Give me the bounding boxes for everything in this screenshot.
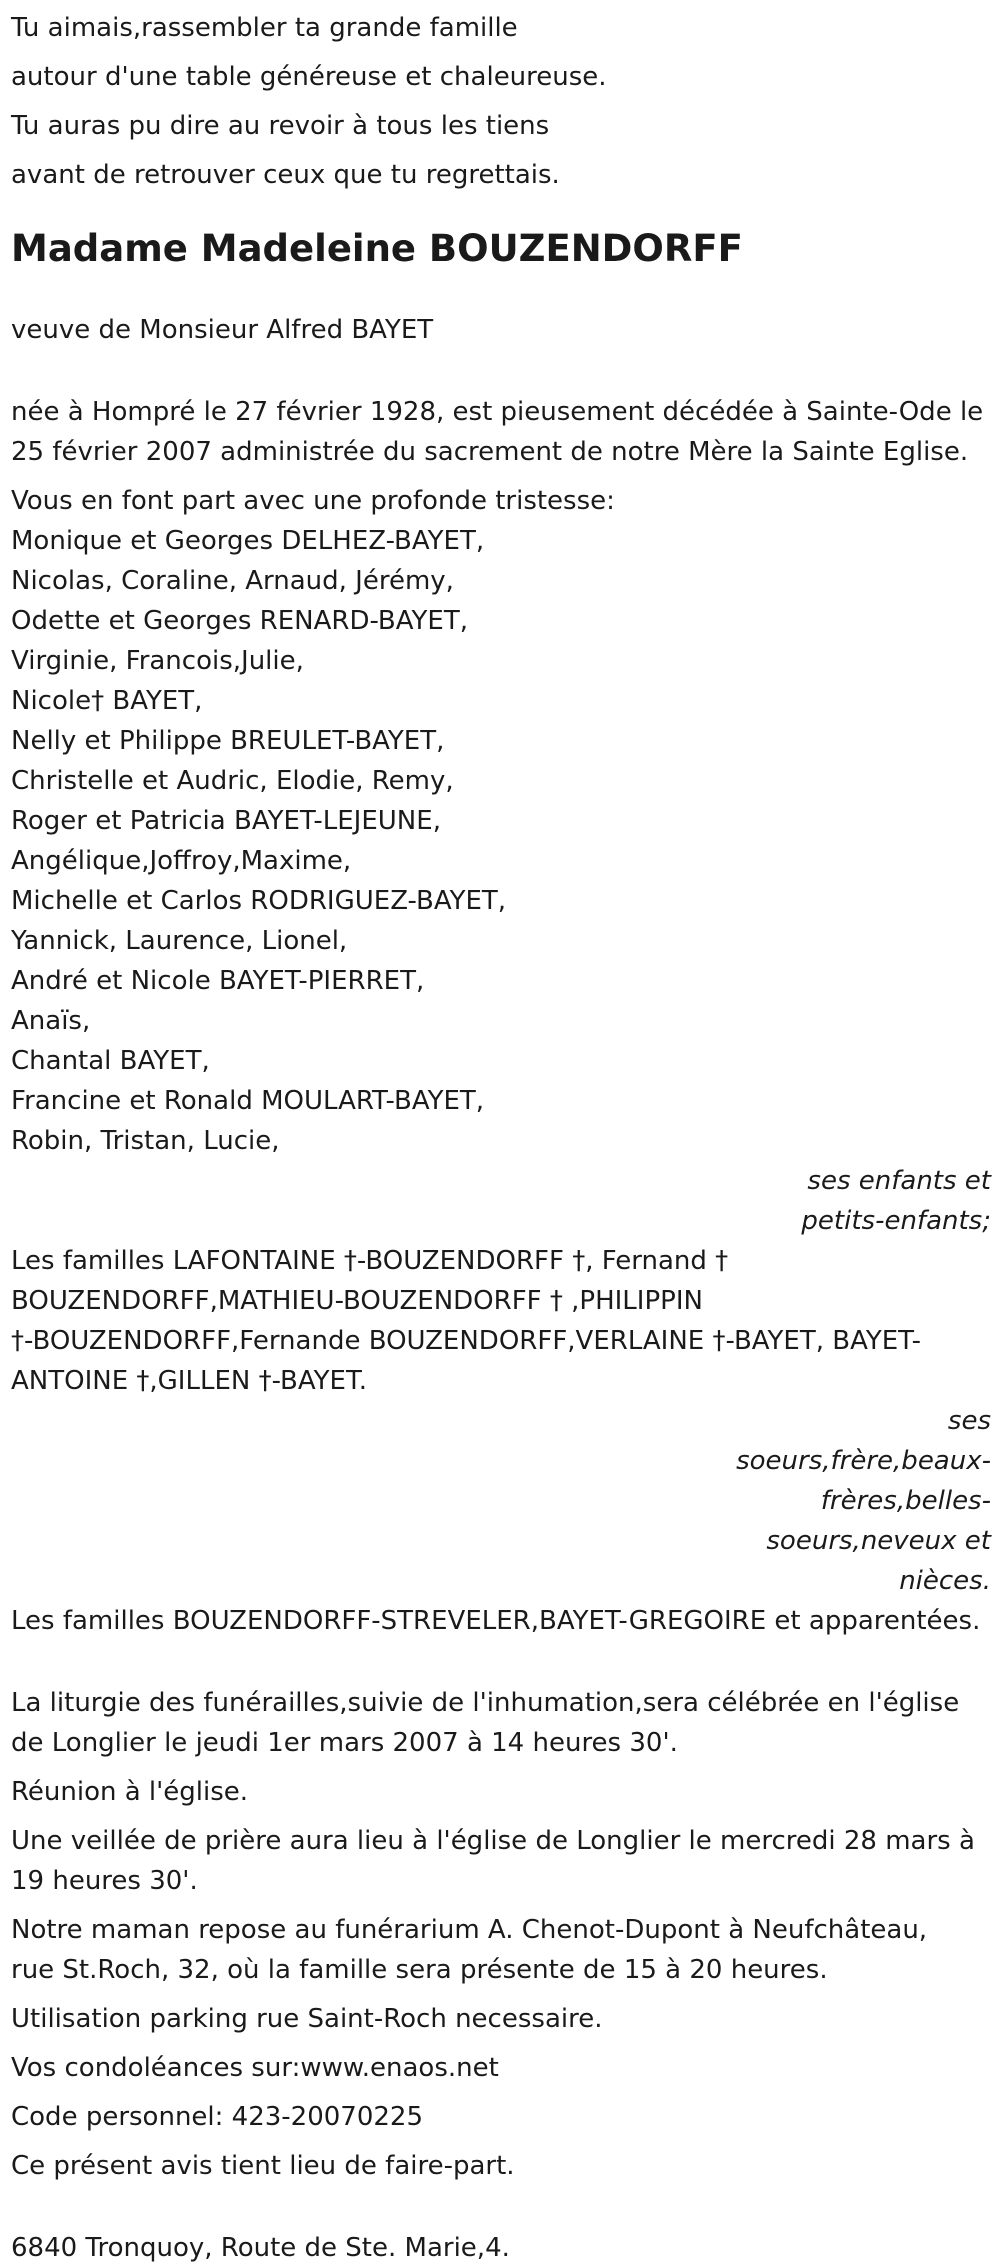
family-announcement bbox=[11, 481, 991, 1161]
announcement-intro: Vous en font part avec une profonde tristesse: bbox=[11, 486, 615, 516]
text-line: Les familles LAFONTAINE †-BOUZENDORFF †, Fernand † bbox=[11, 1246, 729, 1276]
verse-line: Tu auras pu dire au revoir à tous les tiens bbox=[11, 111, 550, 141]
meeting-note: Réunion à l'église. bbox=[11, 1777, 249, 1807]
family-member-line: Virginie, Francois,Julie, bbox=[11, 646, 304, 676]
text-line: †-BOUZENDORFF,Fernande BOUZENDORFF,VERLAINE †-BAYET, BAYET- bbox=[11, 1326, 922, 1356]
family-member-line: Christelle et Audric, Elodie, Remy, bbox=[11, 766, 454, 796]
text-line: de Longlier le jeudi 1er mars 2007 à 14 heures 30'. bbox=[11, 1728, 678, 1758]
text-line: ANTOINE †,GILLEN †-BAYET. bbox=[11, 1366, 368, 1396]
parking-note: Utilisation parking rue Saint-Roch necessaire. bbox=[11, 2004, 603, 2034]
other-families: Les familles BOUZENDORFF-STREVELER,BAYET-GREGOIRE et apparentées. bbox=[11, 1606, 981, 1636]
text-line: rue St.Roch, 32, où la famille sera présente de 15 à 20 heures. bbox=[11, 1955, 828, 1985]
family-member-line: Chantal BAYET, bbox=[11, 1046, 210, 1076]
text-line: Notre maman repose au funérarium A. Chenot-Dupont à Neufchâteau, bbox=[11, 1915, 928, 1945]
relation-label-line: soeurs,frère,beaux- bbox=[736, 1446, 991, 1476]
text-line: BOUZENDORFF,MATHIEU-BOUZENDORFF † ,PHILIPPIN bbox=[11, 1286, 703, 1316]
opening-verse bbox=[11, 4, 991, 200]
family-member-line: Odette et Georges RENARD-BAYET, bbox=[11, 606, 468, 636]
relation-label-line: nièces. bbox=[899, 1566, 991, 1596]
personal-code: Code personnel: 423-20070225 bbox=[11, 2102, 424, 2132]
text-line: née à Hompré le 27 février 1928, est pieusement décédée à Sainte-Ode le bbox=[11, 397, 984, 427]
relation-label-line: ses bbox=[947, 1406, 991, 1436]
family-member-line: Angélique,Joffroy,Maxime, bbox=[11, 846, 352, 876]
family-member-line: Francine et Ronald MOULART-BAYET, bbox=[11, 1086, 485, 1116]
family-member-line: Nelly et Philippe BREULET-BAYET, bbox=[11, 726, 445, 756]
deceased-name-title: Madame Madeleine BOUZENDORFF bbox=[11, 227, 743, 270]
relation-label-line: soeurs,neveux et bbox=[766, 1526, 991, 1556]
birth-death-paragraph bbox=[11, 392, 991, 472]
family-member-line: Michelle et Carlos RODRIGUEZ-BAYET, bbox=[11, 886, 507, 916]
family-member-line: Anaïs, bbox=[11, 1006, 91, 1036]
notice-statement: Ce présent avis tient lieu de faire-part. bbox=[11, 2151, 515, 2181]
family-member-line: Yannick, Laurence, Lionel, bbox=[11, 926, 348, 956]
family-member-line: Nicolas, Coraline, Arnaud, Jérémy, bbox=[11, 566, 454, 596]
verse-line: Tu aimais,rassembler ta grande famille bbox=[11, 13, 518, 43]
children-label bbox=[11, 1161, 991, 1241]
relation-label-line: frères,belles- bbox=[820, 1486, 991, 1516]
funeral-home-paragraph bbox=[11, 1910, 991, 1990]
text-line: 19 heures 30'. bbox=[11, 1866, 198, 1896]
family-member-line: Robin, Tristan, Lucie, bbox=[11, 1126, 280, 1156]
text-line: 25 février 2007 administrée du sacrement de notre Mère la Sainte Eglise. bbox=[11, 437, 969, 467]
family-member-line: Roger et Patricia BAYET-LEJEUNE, bbox=[11, 806, 441, 836]
relation-label-line: ses enfants et bbox=[807, 1166, 991, 1196]
family-member-line: Nicole† BAYET, bbox=[11, 686, 203, 716]
liturgy-paragraph bbox=[11, 1683, 991, 1763]
siblings-label bbox=[11, 1401, 991, 1601]
verse-line: avant de retrouver ceux que tu regrettais. bbox=[11, 160, 560, 190]
condolences-link: Vos condoléances sur:www.enaos.net bbox=[11, 2053, 499, 2083]
vigil-paragraph bbox=[11, 1821, 991, 1901]
verse-line: autour d'une table généreuse et chaleureuse. bbox=[11, 62, 607, 92]
obituary-notice bbox=[11, 0, 991, 2268]
widow-line: veuve de Monsieur Alfred BAYET bbox=[11, 315, 434, 345]
text-line: Une veillée de prière aura lieu à l'église de Longlier le mercredi 28 mars à bbox=[11, 1826, 975, 1856]
family-member-line: Monique et Georges DELHEZ-BAYET, bbox=[11, 526, 485, 556]
address: 6840 Tronquoy, Route de Ste. Marie,4. bbox=[11, 2233, 510, 2263]
extended-families bbox=[11, 1241, 991, 1401]
relation-label-line: petits-enfants; bbox=[801, 1206, 991, 1236]
family-member-line: André et Nicole BAYET-PIERRET, bbox=[11, 966, 425, 996]
text-line: La liturgie des funérailles,suivie de l'inhumation,sera célébrée en l'église bbox=[11, 1688, 960, 1718]
